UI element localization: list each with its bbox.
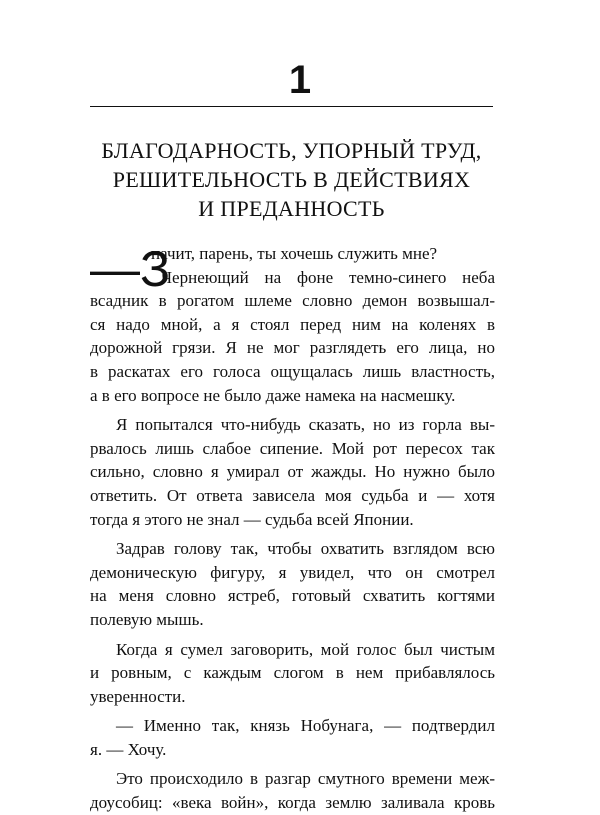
paragraph	[90, 537, 495, 631]
text-line: дорожной грязи. Я не мог разглядеть его лица, но	[90, 338, 495, 358]
text-line: Я попытался что-нибудь сказать, но из горла вы-	[116, 415, 495, 435]
paragraph	[90, 767, 495, 814]
paragraph	[90, 242, 495, 407]
text-line: полевую мышь.	[90, 609, 204, 629]
paragraph	[90, 413, 495, 531]
text-line: всадник в рогатом шлеме словно демон возвышал-	[90, 291, 495, 311]
text-line: Чернеющий на фоне темно-синего неба	[161, 267, 495, 287]
paragraph	[90, 714, 495, 761]
chapter-title-line: БЛАГОДАРНОСТЬ, УПОРНЫЙ ТРУД,	[101, 138, 482, 163]
text-line: уверенности.	[90, 686, 186, 706]
text-line: Задрав голову так, чтобы охватить взглядом всю	[116, 539, 495, 559]
text-line: тогда я этого не знал — судьба всей Японии.	[90, 509, 414, 529]
text-line: я. — Хочу.	[90, 739, 167, 759]
text-line: а в его вопросе не было даже намека на насмешку.	[90, 385, 456, 405]
text-line: и ровным, с каждым слогом в нем прибавлялось	[90, 663, 495, 683]
text-line: ответить. От ответа зависела моя судьба и — хотя	[90, 485, 495, 505]
chapter-body	[90, 242, 495, 815]
text-line: рвалось лишь слабое сипение. Мой рот пересох так	[90, 438, 495, 458]
text-line: ся надо мной, а я стоял перед ним на коленях в	[90, 314, 495, 334]
drop-cap-letter: З	[140, 241, 171, 297]
drop-cap-dash: —	[90, 241, 140, 297]
text-line: сильно, словно я умирал от жажды. Но нужно было	[90, 462, 495, 482]
text-line: Это происходило в разгар смутного времени меж-	[116, 769, 495, 789]
chapter-divider	[90, 106, 493, 107]
text-line: демоническую фигуру, я увидел, что он смотрел	[90, 562, 495, 582]
text-line: начит, парень, ты хочешь служить мне?	[151, 244, 438, 263]
chapter-number: 1	[288, 58, 312, 102]
text-line: Когда я сумел заговорить, мой голос был чистым	[116, 639, 495, 659]
text-line: доусобиц: «века войн», когда землю заливала кровь	[90, 793, 495, 813]
text-line: — Именно так, князь Нобунага, — подтвердил	[116, 716, 495, 736]
chapter-title-line: РЕШИТЕЛЬНОСТЬ В ДЕЙСТВИЯХ	[112, 167, 471, 192]
paragraph	[90, 638, 495, 709]
chapter-title	[90, 136, 493, 223]
text-line: в раскатах его голоса ощущалась лишь властность,	[90, 361, 495, 381]
chapter-title-line: И ПРЕДАННОСТЬ	[198, 196, 385, 221]
text-line: на меня словно ястреб, готовый схватить когтями	[90, 586, 495, 606]
